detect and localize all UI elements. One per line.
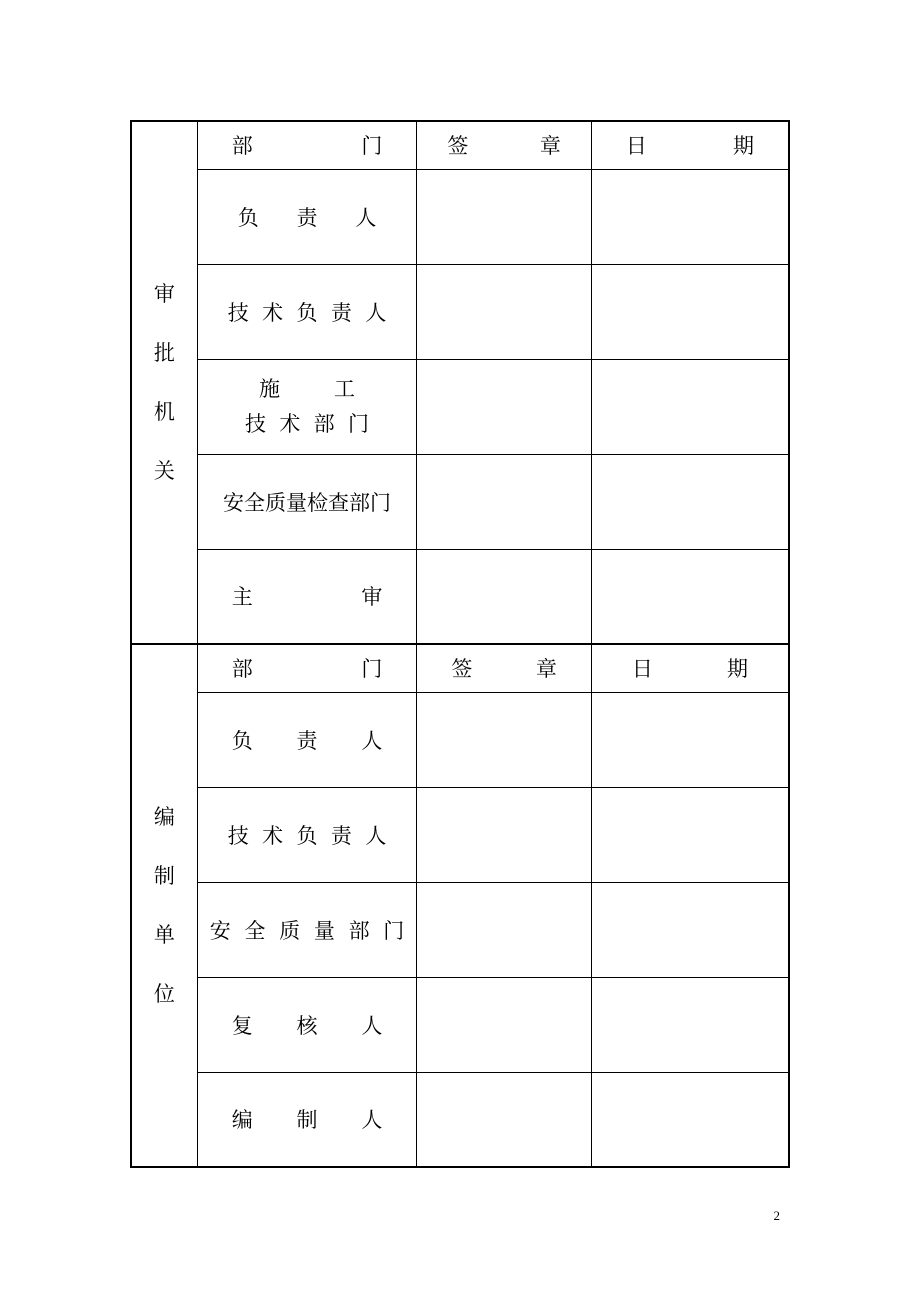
approval-side-label: 审 批 机 关 bbox=[153, 281, 175, 483]
table-row bbox=[131, 264, 789, 359]
approval-form-sheet bbox=[130, 120, 790, 1186]
header-sign: 签 章 bbox=[417, 121, 592, 169]
table-row bbox=[131, 692, 789, 787]
date-cell[interactable] bbox=[591, 169, 789, 264]
sign-cell[interactable] bbox=[417, 549, 592, 644]
table-row bbox=[131, 977, 789, 1072]
row-label: 技 术 负 责 人 bbox=[197, 787, 417, 882]
date-cell[interactable] bbox=[591, 549, 789, 644]
sign-cell[interactable] bbox=[417, 882, 592, 977]
date-cell[interactable] bbox=[591, 882, 789, 977]
compile-side-cell bbox=[131, 644, 197, 1167]
sign-cell[interactable] bbox=[417, 169, 592, 264]
date-cell[interactable] bbox=[591, 787, 789, 882]
sign-cell[interactable] bbox=[417, 977, 592, 1072]
row-label: 编 制 人 bbox=[197, 1072, 417, 1167]
table-row bbox=[131, 882, 789, 977]
compile-side-label: 编 制 单 位 bbox=[153, 804, 175, 1006]
row-label: 技 术 负 责 人 bbox=[197, 264, 417, 359]
row-label: 安全质量检查部门 bbox=[197, 454, 417, 549]
row-label: 复 核 人 bbox=[197, 977, 417, 1072]
header-dept: 部 门 bbox=[197, 644, 417, 692]
page-number: 2 bbox=[773, 1208, 780, 1223]
table-row bbox=[131, 549, 789, 644]
row-label: 负 责 人 bbox=[197, 169, 417, 264]
table-row bbox=[131, 787, 789, 882]
header-date: 日 期 bbox=[591, 644, 789, 692]
approval-form-table bbox=[130, 120, 790, 1168]
table-row bbox=[131, 454, 789, 549]
table-row bbox=[131, 169, 789, 264]
header-sign: 签 章 bbox=[417, 644, 592, 692]
sign-cell[interactable] bbox=[417, 1072, 592, 1167]
row-label: 施 工 技 术 部 门 bbox=[197, 359, 417, 454]
approval-header-row bbox=[131, 121, 789, 169]
header-date: 日 期 bbox=[591, 121, 789, 169]
sign-cell[interactable] bbox=[417, 454, 592, 549]
sign-cell[interactable] bbox=[417, 359, 592, 454]
date-cell[interactable] bbox=[591, 1072, 789, 1167]
date-cell[interactable] bbox=[591, 692, 789, 787]
sign-cell[interactable] bbox=[417, 787, 592, 882]
header-dept: 部 门 bbox=[197, 121, 417, 169]
sign-cell[interactable] bbox=[417, 692, 592, 787]
date-cell[interactable] bbox=[591, 264, 789, 359]
row-label: 主 审 bbox=[197, 549, 417, 644]
approval-side-cell bbox=[131, 121, 197, 644]
compile-header-row bbox=[131, 644, 789, 692]
table-row bbox=[131, 359, 789, 454]
row-label: 负 责 人 bbox=[197, 692, 417, 787]
sign-cell[interactable] bbox=[417, 264, 592, 359]
table-row bbox=[131, 1072, 789, 1167]
row-label: 安 全 质 量 部 门 bbox=[197, 882, 417, 977]
date-cell[interactable] bbox=[591, 977, 789, 1072]
date-cell[interactable] bbox=[591, 359, 789, 454]
date-cell[interactable] bbox=[591, 454, 789, 549]
